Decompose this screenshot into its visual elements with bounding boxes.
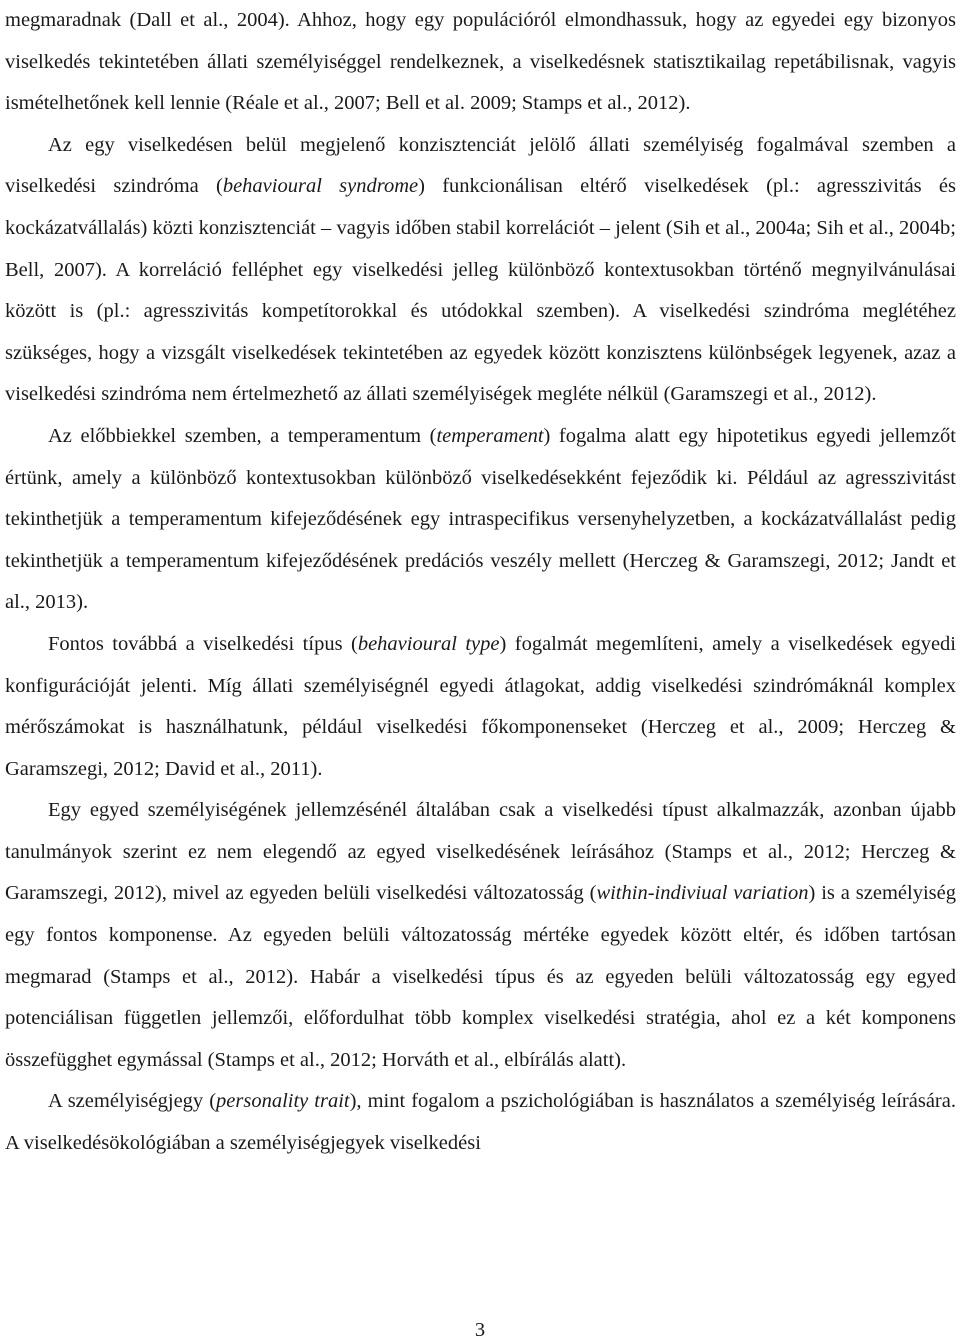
paragraph — [5, 1081, 956, 1164]
text-run: A személyiségjegy ( — [48, 1090, 217, 1113]
text-run: Fontos továbbá a viselkedési típus ( — [48, 632, 358, 655]
text-run: ), mint fogalom a pszichológiában is használatos a személyiség leírására. A viselkedésökológiában a személyiségjegyek viselkedési — [5, 1090, 956, 1155]
text-run: ) funkcionálisan eltérő viselkedések (pl.: agresszivitás és kockázatvállalás) közti konzisztenciát – vagyis időben stabil korrelációt – jelent (Sih et al., 2004a; Sih et al., 2004b; Bell, 2007). A korreláció felléphet egy viselkedési jelleg különböző kontextusokban történő megnyilvánulásai között is (pl.: agresszivitás kompetítorokkal és utódokkal szemben). A viselkedési szindróma meglétéhez szükséges, hogy a vizsgált viselkedések tekintetében az egyedek között konzisztens különbségek legyenek, azaz a viselkedési szindróma nem értelmezhető az állati személyiségek megléte nélkül (Garamszegi et al., 2012). — [5, 175, 956, 406]
paragraph — [5, 416, 956, 624]
italic-term: temperament — [436, 424, 544, 447]
italic-term: behavioural type — [357, 632, 500, 655]
page-number: 3 — [474, 1319, 486, 1341]
paragraph — [5, 0, 956, 125]
text-run: megmaradnak (Dall et al., 2004). Ahhoz, hogy egy populációról elmondhassuk, hogy az egyedei egy bizonyos viselkedés tekintetében állati személyiséggel rendelkeznek, a viselkedésnek statisztikailag repetábilisnak, vagyis ismételhetőnek kell lennie (Réale et al., 2007; Bell et al. 2009; Stamps et al., 2012). — [5, 9, 956, 115]
text-run: Az egy viselkedésen belül megjelenő konzisztenciát jelölő állati személyiség fogalmával szemben a viselkedési szindróma ( — [5, 133, 956, 198]
text-run: ) is a személyiség egy fontos komponense. Az egyeden belüli változatosság mértéke egyedek között eltér, és időben tartósan megmarad (Stamps et al., 2012). Habár a viselkedési típus és az egyeden belüli változatosság egy egyed potenciálisan független jellemzői, előfordulhat több komplex viselkedési stratégia, ahol ez a két komponens összefügghet egymással (Stamps et al., 2012; Horváth et al., elbírálás alatt). — [5, 882, 956, 1071]
text-run: Az előbbiekkel szemben, a temperamentum ( — [48, 424, 437, 447]
text-run: Egy egyed személyiségének jellemzésénél általában csak a viselkedési típust alkalmazzák, azonban újabb tanulmányok szerint ez nem elegendő az egyed viselkedésének leírásához (Stamps et al., 2012; Herczeg & Garamszegi, 2012), mivel az egyeden belüli viselkedési változatosság ( — [5, 799, 956, 905]
paragraph — [5, 125, 956, 416]
text-run: ) fogalmát megemlíteni, amely a viselkedések egyedi konfigurációját jelenti. Míg állati személyiségnél egyedi átlagokat, addig viselkedési szindrómáknál komplex mérőszámokat is használhatunk, például viselkedési főkomponenseket (Herczeg et al., 2009; Herczeg & Garamszegi, 2012; David et al., 2011). — [5, 632, 956, 780]
italic-term: personality trait — [216, 1090, 350, 1113]
paragraph — [5, 624, 956, 790]
document-body — [5, 0, 956, 1165]
paragraph — [5, 790, 956, 1081]
italic-term: behavioural syndrome — [222, 175, 419, 198]
italic-term: within-indiviual variation — [596, 882, 809, 905]
text-run: ) fogalma alatt egy hipotetikus egyedi jellemzőt értünk, amely a különböző kontextusokban különböző viselkedésekként fejeződik ki. Például az agresszivitást tekinthetjük a temperamentum kifejeződésének egy intraspecifikus versenyhelyzetben, a kockázatvállalást pedig tekinthetjük a temperamentum kifejeződésének predációs veszély mellett (Herczeg & Garamszegi, 2012; Jandt et al., 2013). — [5, 424, 956, 614]
